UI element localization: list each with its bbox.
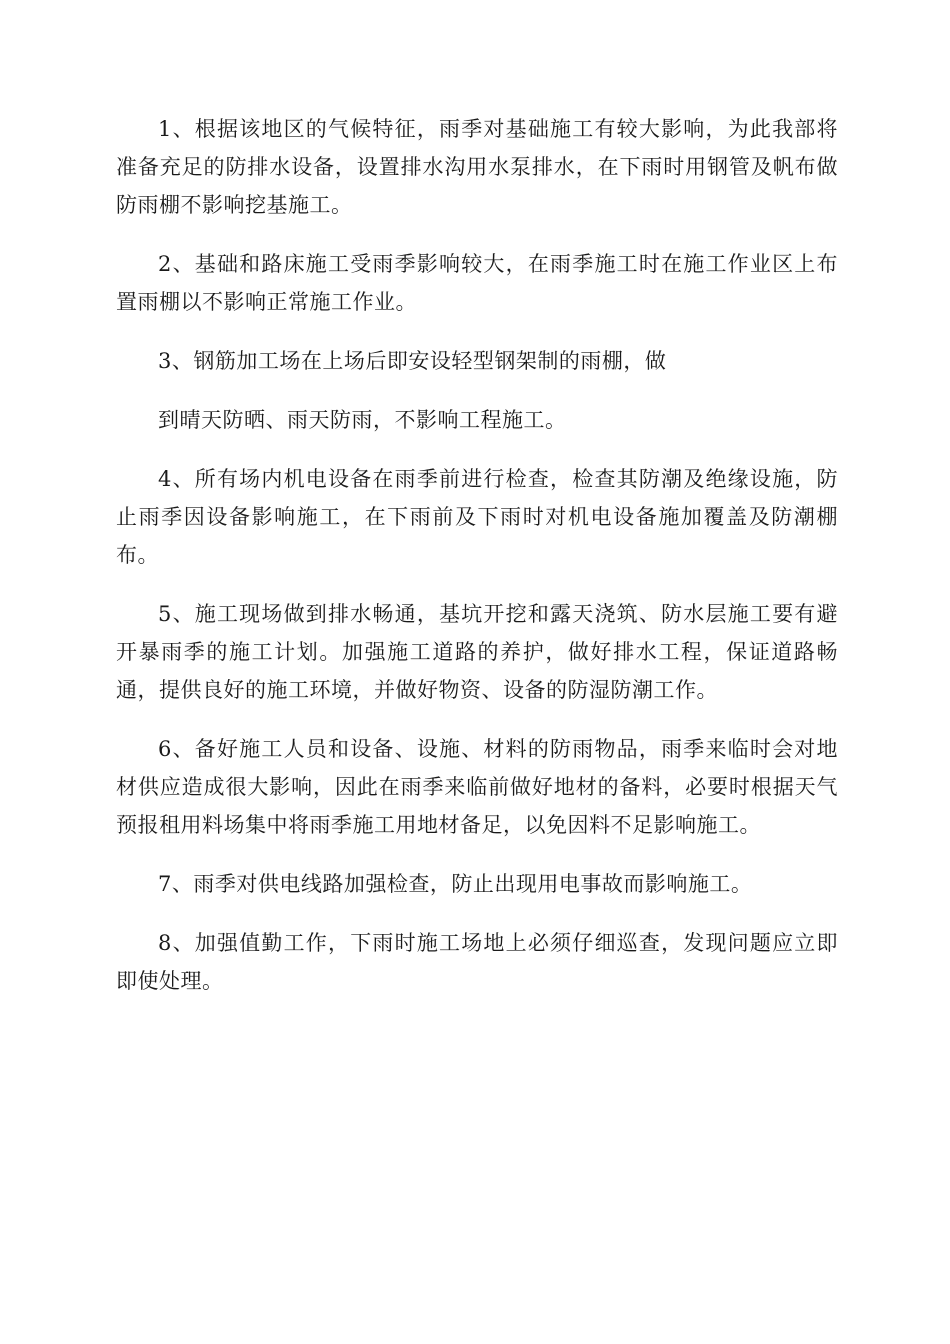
paragraph-8: 8、加强值勤工作，下雨时施工场地上必须仔细巡查，发现问题应立即即使处理。: [116, 931, 838, 993]
paragraph-5: 5、施工现场做到排水畅通，基坑开挖和露天浇筑、防水层施工要有避开暴雨季的施工计划。加强施工道路的养护，做好排水工程，保证道路畅通，提供良好的施工环境，并做好物资、设备的防湿防潮工作。: [116, 602, 838, 702]
paragraph-4: 4、所有场内机电设备在雨季前进行检查，检查其防潮及绝缘设施，防止雨季因设备影响施工，在下雨前及下雨时对机电设备施加覆盖及防潮棚布。: [116, 467, 838, 567]
paragraph-6: 6、备好施工人员和设备、设施、材料的防雨物品，雨季来临时会对地材供应造成很大影响，因此在雨季来临前做好地材的备料，必要时根据天气预报租用料场集中将雨季施工用地材备足，以免因料不足影响施工。: [116, 737, 838, 837]
paragraph-7: 7、雨季对供电线路加强检查，防止出现用电事故而影响施工。: [158, 872, 753, 896]
document-body: [116, 110, 838, 1021]
paragraph-2: 2、基础和路床施工受雨季影响较大，在雨季施工时在施工作业区上布置雨棚以不影响正常施工作业。: [116, 252, 838, 314]
paragraph-1: 1、根据该地区的气候特征，雨季对基础施工有较大影响，为此我部将准备充足的防排水设备，设置排水沟用水泵排水，在下雨时用钢管及帆布做防雨棚不影响挖基施工。: [116, 117, 838, 217]
paragraph-3-continued: 到晴天防晒、雨天防雨，不影响工程施工。: [158, 408, 567, 432]
paragraph-3: 3、钢筋加工场在上场后即安设轻型钢架制的雨棚，做: [158, 349, 667, 373]
